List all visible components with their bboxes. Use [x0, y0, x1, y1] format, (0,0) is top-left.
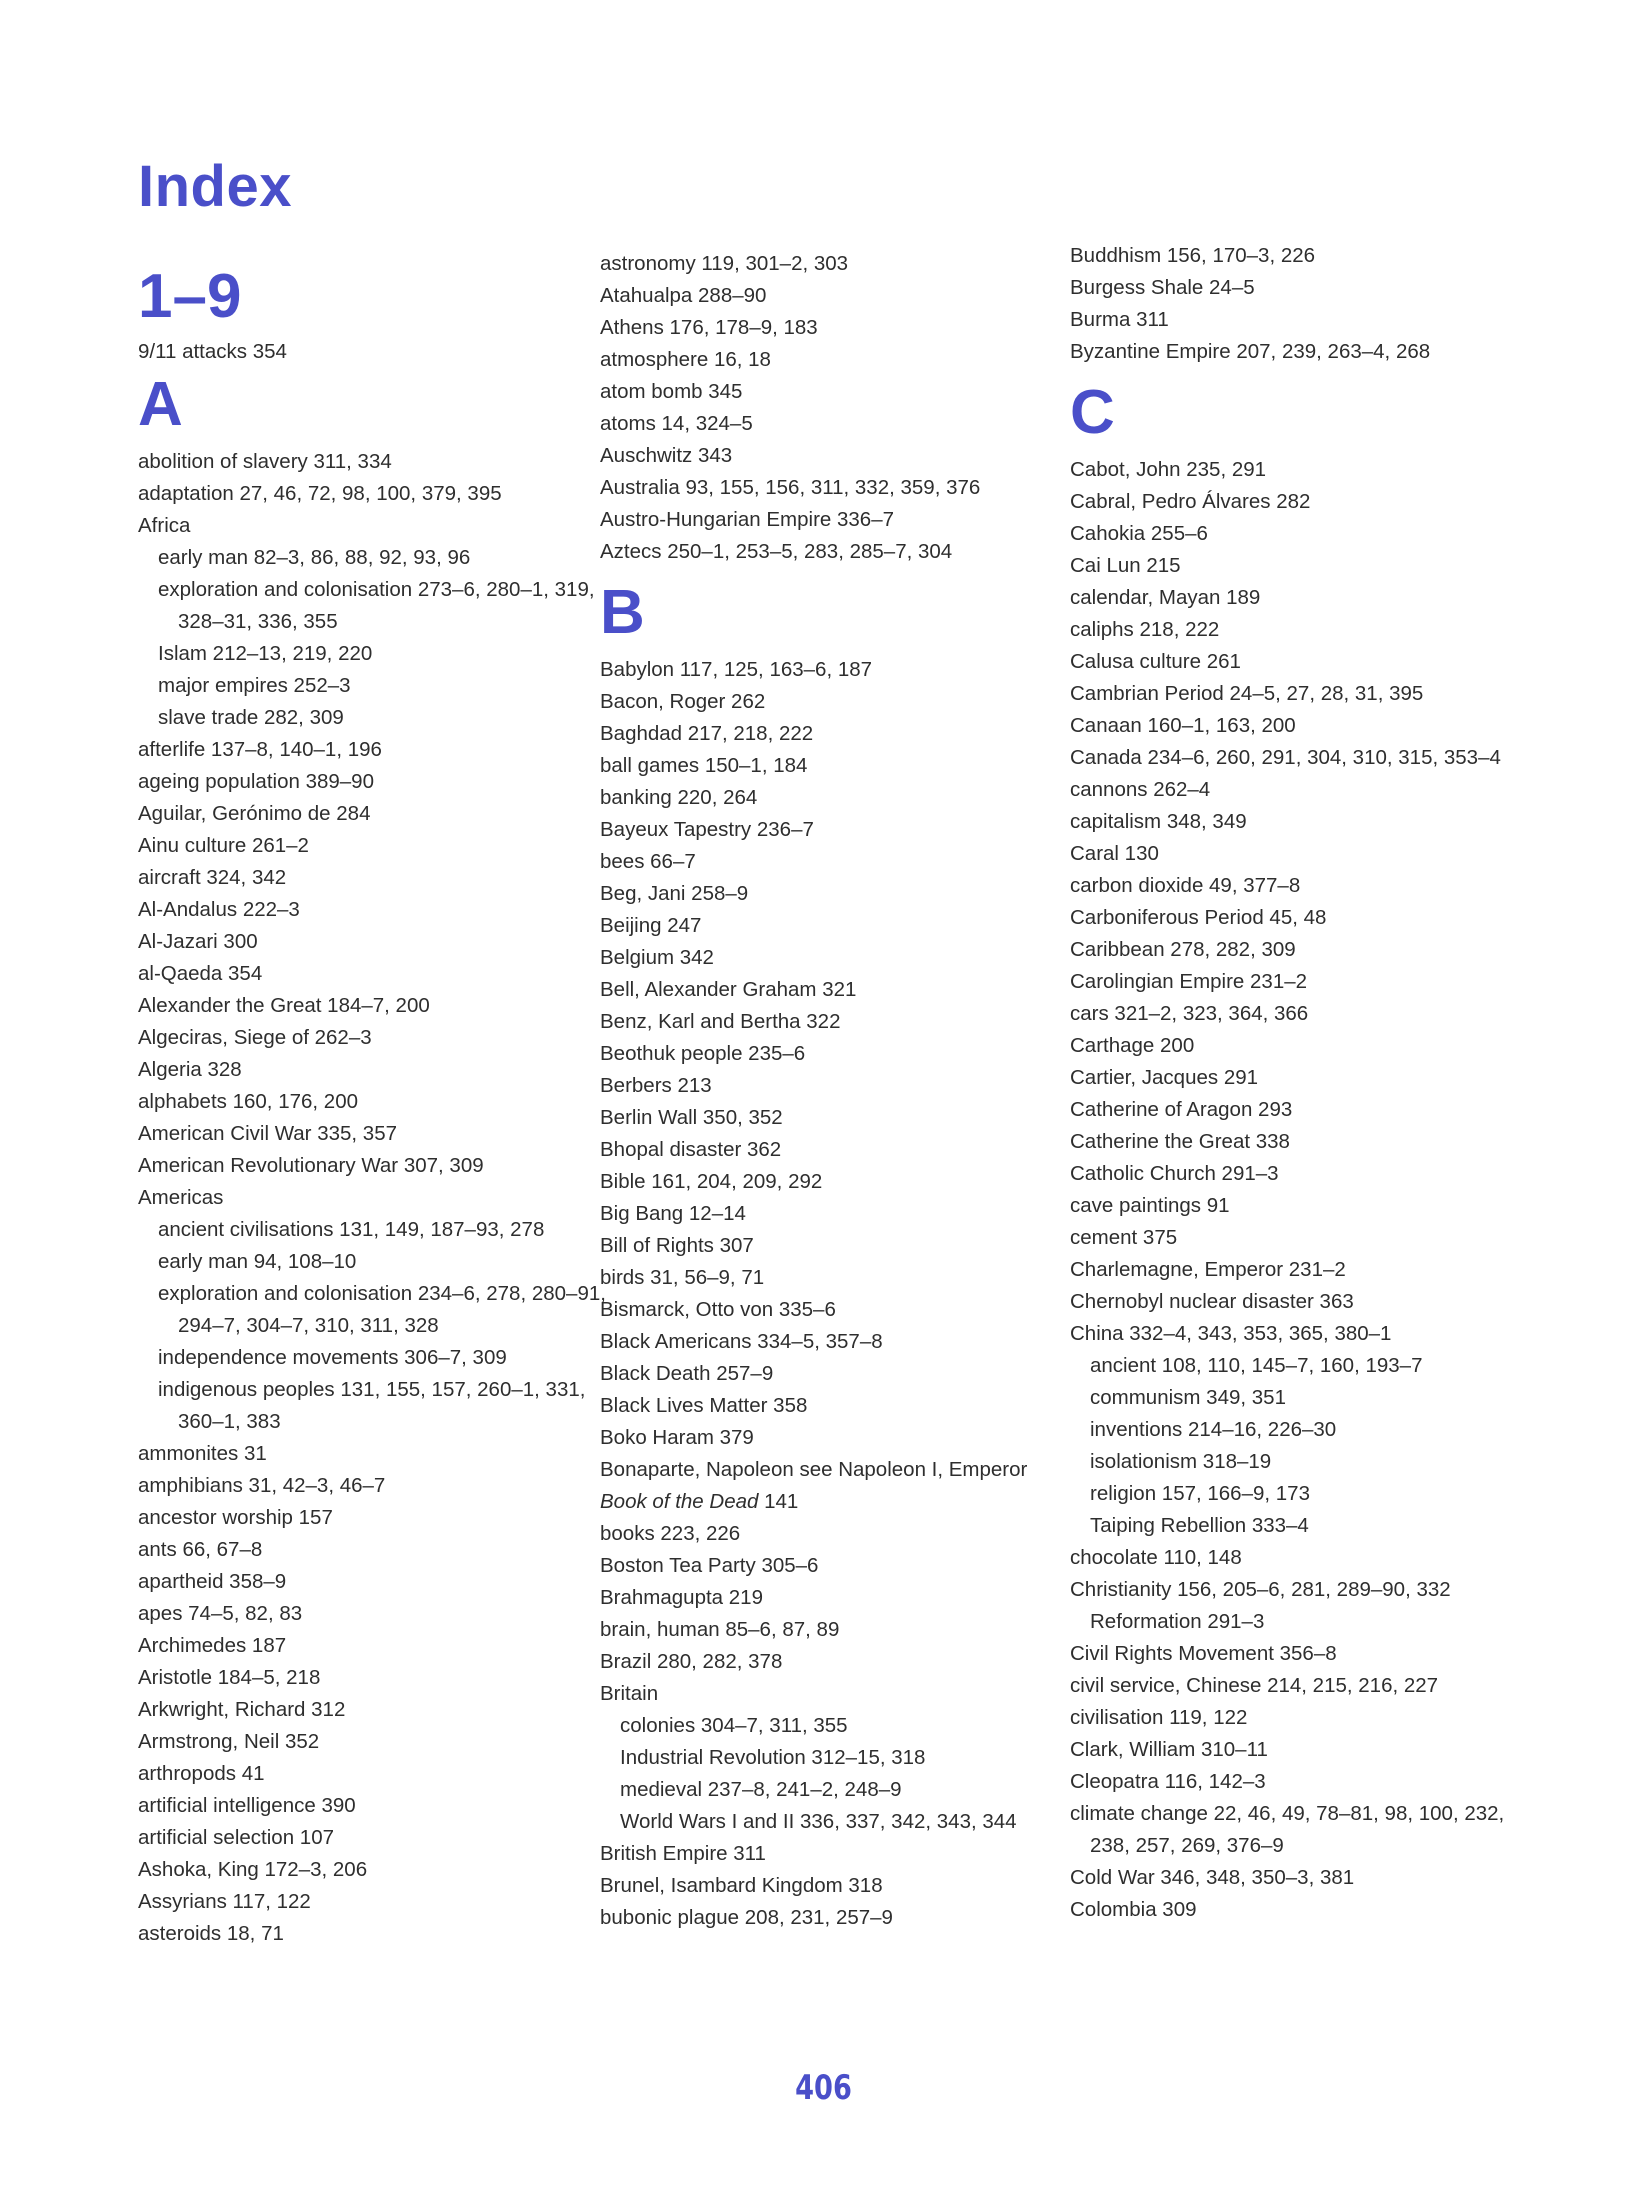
index-entry: cannons 262–4 — [1070, 778, 1211, 801]
index-entry: bees 66–7 — [600, 850, 696, 873]
index-subentry: medieval 237–8, 241–2, 248–9 — [620, 1778, 902, 1801]
index-entry: Ainu culture 261–2 — [138, 834, 309, 857]
index-column-3 — [1070, 240, 1540, 1926]
index-entry: Archimedes 187 — [138, 1634, 287, 1657]
index-subentry: colonies 304–7, 311, 355 — [620, 1714, 848, 1737]
index-entry: Bismarck, Otto von 335–6 — [600, 1298, 836, 1321]
index-entry: Belgium 342 — [600, 946, 714, 969]
index-subentry: indigenous peoples 131, 155, 157, 260–1, 331, 360–1, 383 — [158, 1378, 586, 1433]
index-entry: artificial selection 107 — [138, 1826, 334, 1849]
index-entry: afterlife 137–8, 140–1, 196 — [138, 738, 382, 761]
index-entry: ball games 150–1, 184 — [600, 754, 808, 777]
index-entry: Atahualpa 288–90 — [600, 284, 767, 307]
index-entry: American Civil War 335, 357 — [138, 1122, 398, 1145]
index-entry: astronomy 119, 301–2, 303 — [600, 252, 849, 275]
index-entry: Brahmagupta 219 — [600, 1586, 763, 1609]
section-heading: C — [1070, 378, 1115, 447]
index-entry: Calusa culture 261 — [1070, 650, 1241, 673]
index-entry: civil service, Chinese 214, 215, 216, 227 — [1070, 1674, 1439, 1697]
index-entry: Brazil 280, 282, 378 — [600, 1650, 783, 1673]
index-entry: Clark, William 310–11 — [1070, 1738, 1268, 1761]
index-entry: Cold War 346, 348, 350–3, 381 — [1070, 1866, 1355, 1889]
index-entry: Americas — [138, 1186, 224, 1209]
index-entry: Australia 93, 155, 156, 311, 332, 359, 376 — [600, 476, 981, 499]
index-entry: cave paintings 91 — [1070, 1194, 1230, 1217]
index-entry: Cleopatra 116, 142–3 — [1070, 1770, 1266, 1793]
index-entry: Bill of Rights 307 — [600, 1234, 754, 1257]
index-entry: Baghdad 217, 218, 222 — [600, 722, 814, 745]
index-entry-title: Book of the Dead — [600, 1490, 759, 1513]
index-entry: civilisation 119, 122 — [1070, 1706, 1248, 1729]
index-entry: Cambrian Period 24–5, 27, 28, 31, 395 — [1070, 682, 1424, 705]
index-entry: Catherine the Great 338 — [1070, 1130, 1290, 1153]
index-subentry: early man 94, 108–10 — [158, 1250, 357, 1273]
index-entry — [600, 1486, 1070, 1518]
index-entry: Algeria 328 — [138, 1058, 242, 1081]
index-entry: Boko Haram 379 — [600, 1426, 754, 1449]
index-entry: Burgess Shale 24–5 — [1070, 276, 1255, 299]
index-entry: Benz, Karl and Bertha 322 — [600, 1010, 841, 1033]
index-entry: China 332–4, 343, 353, 365, 380–1 — [1070, 1322, 1392, 1345]
index-entry: Cahokia 255–6 — [1070, 522, 1208, 545]
index-entry: al-Qaeda 354 — [138, 962, 263, 985]
index-subentry: World Wars I and II 336, 337, 342, 343, 344 — [620, 1810, 1017, 1833]
page-number: 406 — [795, 2068, 852, 2108]
index-entry: atmosphere 16, 18 — [600, 348, 771, 371]
index-entry: Buddhism 156, 170–3, 226 — [1070, 244, 1316, 267]
index-subentry: Islam 212–13, 219, 220 — [158, 642, 373, 665]
index-entry: Ashoka, King 172–3, 206 — [138, 1858, 368, 1881]
index-entry: Colombia 309 — [1070, 1898, 1197, 1921]
index-subentry: Industrial Revolution 312–15, 318 — [620, 1746, 926, 1769]
index-subentry: exploration and colonisation 273–6, 280–1, 319, 328–31, 336, 355 — [158, 578, 595, 633]
index-entry: abolition of slavery 311, 334 — [138, 450, 392, 473]
index-subentry: Reformation 291–3 — [1090, 1610, 1265, 1633]
index-entry: aircraft 324, 342 — [138, 866, 287, 889]
index-entry: alphabets 160, 176, 200 — [138, 1090, 358, 1113]
index-entry: Babylon 117, 125, 163–6, 187 — [600, 658, 873, 681]
index-subentry: early man 82–3, 86, 88, 92, 93, 96 — [158, 546, 471, 569]
index-entry: Armstrong, Neil 352 — [138, 1730, 320, 1753]
index-entry: Algeciras, Siege of 262–3 — [138, 1026, 372, 1049]
index-entry: Auschwitz 343 — [600, 444, 733, 467]
index-subentry: exploration and colonisation 234–6, 278, 280–91, 294–7, 304–7, 310, 311, 328 — [158, 1282, 606, 1337]
index-subentry: independence movements 306–7, 309 — [158, 1346, 507, 1369]
index-entry: Beothuk people 235–6 — [600, 1042, 806, 1065]
index-entry: Cabot, John 235, 291 — [1070, 458, 1267, 481]
index-entry: bubonic plague 208, 231, 257–9 — [600, 1906, 893, 1929]
index-entry: Catholic Church 291–3 — [1070, 1162, 1279, 1185]
index-entry: cars 321–2, 323, 364, 366 — [1070, 1002, 1309, 1025]
index-entry: Aztecs 250–1, 253–5, 283, 285–7, 304 — [600, 540, 953, 563]
index-subentry: inventions 214–16, 226–30 — [1090, 1418, 1337, 1441]
index-entry: ancestor worship 157 — [138, 1506, 333, 1529]
section-heading: B — [600, 578, 645, 647]
index-entry: ammonites 31 — [138, 1442, 267, 1465]
index-entry-pages: 141 — [758, 1490, 799, 1513]
index-entry: asteroids 18, 71 — [138, 1922, 284, 1945]
index-entry: Black Americans 334–5, 357–8 — [600, 1330, 883, 1353]
index-entry: climate change 22, 46, 49, 78–81, 98, 100, 232, 238, 257, 269, 376–9 — [1070, 1802, 1505, 1857]
index-entry: Britain — [600, 1682, 659, 1705]
index-entry: adaptation 27, 46, 72, 98, 100, 379, 395 — [138, 482, 502, 505]
index-entry: Alexander the Great 184–7, 200 — [138, 994, 430, 1017]
index-entry: banking 220, 264 — [600, 786, 758, 809]
index-entry: amphibians 31, 42–3, 46–7 — [138, 1474, 386, 1497]
index-entry: Canada 234–6, 260, 291, 304, 310, 315, 353–4 — [1070, 746, 1501, 769]
index-entry: Bell, Alexander Graham 321 — [600, 978, 857, 1001]
index-entry: caliphs 218, 222 — [1070, 618, 1220, 641]
index-entry: Caral 130 — [1070, 842, 1159, 865]
index-entry: apartheid 358–9 — [138, 1570, 287, 1593]
index-entry: ants 66, 67–8 — [138, 1538, 263, 1561]
index-entry: Athens 176, 178–9, 183 — [600, 316, 818, 339]
index-entry: Byzantine Empire 207, 239, 263–4, 268 — [1070, 340, 1431, 363]
index-entry: Aguilar, Gerónimo de 284 — [138, 802, 371, 825]
section-heading: A — [138, 370, 183, 439]
index-entry: Carboniferous Period 45, 48 — [1070, 906, 1327, 929]
index-entry: Cai Lun 215 — [1070, 554, 1181, 577]
index-entry: chocolate 110, 148 — [1070, 1546, 1242, 1569]
index-entry: Carolingian Empire 231–2 — [1070, 970, 1308, 993]
index-entry: Carthage 200 — [1070, 1034, 1195, 1057]
index-entry: cement 375 — [1070, 1226, 1178, 1249]
index-entry: Charlemagne, Emperor 231–2 — [1070, 1258, 1346, 1281]
index-entry: Beijing 247 — [600, 914, 702, 937]
index-entry: Bible 161, 204, 209, 292 — [600, 1170, 823, 1193]
index-entry: Black Death 257–9 — [600, 1362, 774, 1385]
index-entry: birds 31, 56–9, 71 — [600, 1266, 765, 1289]
index-entry: capitalism 348, 349 — [1070, 810, 1247, 833]
index-entry: carbon dioxide 49, 377–8 — [1070, 874, 1301, 897]
index-entry: atom bomb 345 — [600, 380, 743, 403]
index-entry: Bayeux Tapestry 236–7 — [600, 818, 814, 841]
index-entry: brain, human 85–6, 87, 89 — [600, 1618, 840, 1641]
index-entry: Brunel, Isambard Kingdom 318 — [600, 1874, 883, 1897]
index-entry: Christianity 156, 205–6, 281, 289–90, 332 — [1070, 1578, 1451, 1601]
index-subentry: Taiping Rebellion 333–4 — [1090, 1514, 1309, 1537]
index-entry: apes 74–5, 82, 83 — [138, 1602, 303, 1625]
index-subentry: isolationism 318–19 — [1090, 1450, 1272, 1473]
index-entry: Cabral, Pedro Álvares 282 — [1070, 490, 1311, 513]
index-entry: Bonaparte, Napoleon see Napoleon I, Emperor — [600, 1458, 1028, 1481]
index-subentry: ancient civilisations 131, 149, 187–93, 278 — [158, 1218, 545, 1241]
index-entry: Aristotle 184–5, 218 — [138, 1666, 321, 1689]
index-entry: Chernobyl nuclear disaster 363 — [1070, 1290, 1354, 1313]
index-entry: atoms 14, 324–5 — [600, 412, 753, 435]
index-entry: Canaan 160–1, 163, 200 — [1070, 714, 1296, 737]
index-subentry: slave trade 282, 309 — [158, 706, 344, 729]
index-entry: Assyrians 117, 122 — [138, 1890, 311, 1913]
index-entry: ageing population 389–90 — [138, 770, 374, 793]
index-column-2 — [600, 248, 1070, 1934]
index-entry: Burma 311 — [1070, 308, 1169, 331]
index-subentry: major empires 252–3 — [158, 674, 351, 697]
index-entry: arthropods 41 — [138, 1762, 265, 1785]
index-subentry: religion 157, 166–9, 173 — [1090, 1482, 1310, 1505]
index-entry: Berbers 213 — [600, 1074, 712, 1097]
index-entry: Boston Tea Party 305–6 — [600, 1554, 819, 1577]
index-entry: Bacon, Roger 262 — [600, 690, 766, 713]
index-entry: Beg, Jani 258–9 — [600, 882, 749, 905]
index-entry: Catherine of Aragon 293 — [1070, 1098, 1293, 1121]
index-entry: Al-Andalus 222–3 — [138, 898, 300, 921]
index-subentry: communism 349, 351 — [1090, 1386, 1286, 1409]
index-entry: Arkwright, Richard 312 — [138, 1698, 346, 1721]
index-entry: 9/11 attacks 354 — [138, 340, 287, 363]
index-entry: artificial intelligence 390 — [138, 1794, 356, 1817]
index-entry: Al-Jazari 300 — [138, 930, 258, 953]
section-heading: 1–9 — [138, 262, 242, 331]
index-entry: calendar, Mayan 189 — [1070, 586, 1261, 609]
index-subentry: ancient 108, 110, 145–7, 160, 193–7 — [1090, 1354, 1423, 1377]
index-entry: Africa — [138, 514, 191, 537]
index-entry: Civil Rights Movement 356–8 — [1070, 1642, 1337, 1665]
index-entry: Big Bang 12–14 — [600, 1202, 746, 1225]
index-entry: books 223, 226 — [600, 1522, 741, 1545]
index-entry: Black Lives Matter 358 — [600, 1394, 808, 1417]
index-entry: Austro-Hungarian Empire 336–7 — [600, 508, 894, 531]
page-title: Index — [138, 154, 292, 219]
index-entry: Cartier, Jacques 291 — [1070, 1066, 1259, 1089]
index-column-1 — [138, 262, 608, 1950]
index-entry: Berlin Wall 350, 352 — [600, 1106, 783, 1129]
index-entry: Caribbean 278, 282, 309 — [1070, 938, 1296, 961]
index-entry: Bhopal disaster 362 — [600, 1138, 782, 1161]
index-entry: British Empire 311 — [600, 1842, 766, 1865]
index-entry: American Revolutionary War 307, 309 — [138, 1154, 484, 1177]
